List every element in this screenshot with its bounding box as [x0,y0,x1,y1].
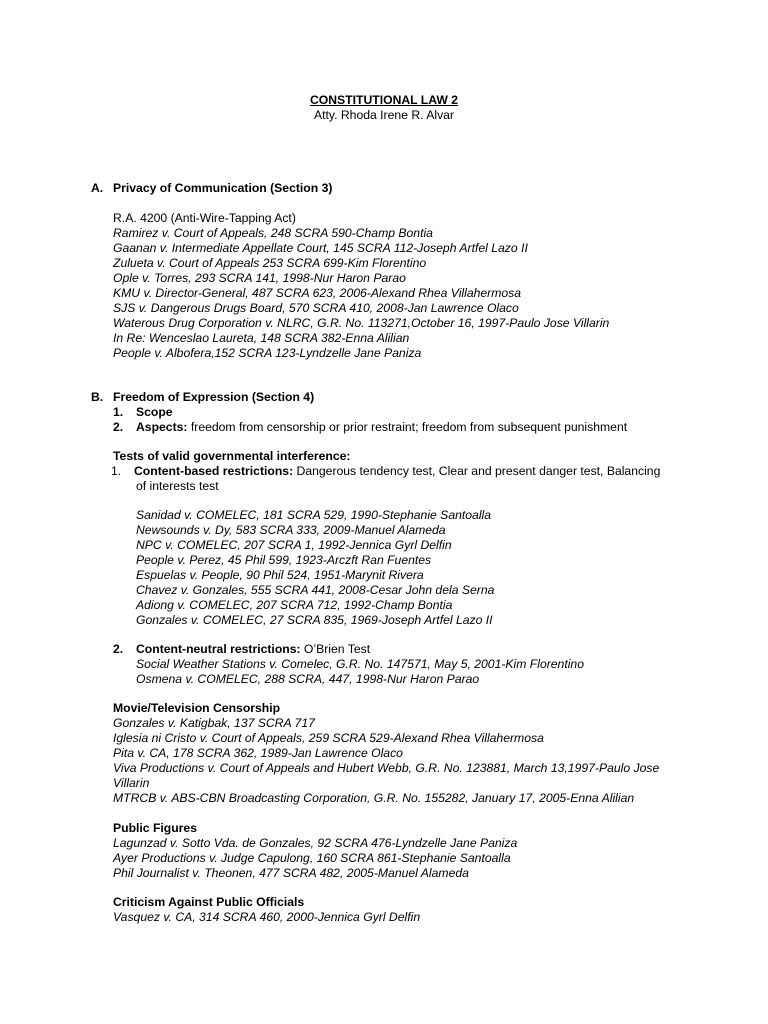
case-citation: Gonzales v. COMELEC, 27 SCRA 835, 1969-Joseph Artfel Lazo II [136,613,493,627]
content-based-cases [113,508,716,628]
case-citation: Sanidad v. COMELEC, 181 SCRA 529, 1990-Stephanie Santoalla [136,508,492,522]
document-author: Atty. Rhoda Irene R. Alvar [314,108,454,122]
section-a-title: Privacy of Communication (Section 3) [113,181,333,195]
case-citation: Waterous Drug Corporation v. NLRC, G.R. No. 113271,October 16, 1997-Paulo Jose Villarin [113,316,610,330]
section-b-title: Freedom of Expression (Section 4) [113,390,315,404]
case-citation: MTRCB v. ABS-CBN Broadcasting Corporation, G.R. No. 155282, January 17, 2005-Enna Alilian [113,791,635,805]
case-citation-cont: Villarin [113,776,150,790]
case-citation: Zulueta v. Court of Appeals 253 SCRA 699-Kim Florentino [113,256,427,270]
aspects-item: 2. Aspects: freedom from censorship or prior restraint; freedom from subsequent punishment [113,420,628,434]
case-citation: Phil Journalist v. Theonen, 477 SCRA 482, 2005-Manuel Alameda [113,866,469,880]
case-citation: People v. Perez, 45 Phil 599, 1923-Arczft Ran Fuentes [136,553,432,567]
case-citation: SJS v. Dangerous Drugs Board, 570 SCRA 410, 2008-Jan Lawrence Olaco [113,301,519,315]
case-citation: Viva Productions v. Court of Appeals and Hubert Webb, G.R. No. 123881, March 13,1997-Paulo Jose [113,761,660,775]
movie-censorship-heading: Movie/Television Censorship [113,701,281,715]
case-citation: Gonzales v. Katigbak, 137 SCRA 717 [113,716,315,730]
criticism-heading: Criticism Against Public Officials [113,895,305,909]
case-citation: Newsounds v. Dy, 583 SCRA 333, 2009-Manuel Alameda [136,523,446,537]
case-citation: Lagunzad v. Sotto Vda. de Gonzales, 92 SCRA 476-Lyndzelle Jane Paniza [113,836,518,850]
content-neutral-item: 2. Content-neutral restrictions: O’Brien Test [113,642,371,656]
case-citation: Adiong v. COMELEC, 207 SCRA 712, 1992-Champ Bontia [136,598,453,612]
content-based-item-cont: of interests test [136,479,219,493]
document-title: CONSTITUTIONAL LAW 2 [309,93,459,107]
case-citation: NPC v. COMELEC, 207 SCRA 1, 1992-Jennica Gyrl Delfin [136,538,452,552]
case-citation: Social Weather Stations v. Comelec, G.R. No. 147571, May 5, 2001-Kim Florentino [136,657,584,671]
case-citation: Vasquez v. CA, 314 SCRA 460, 2000-Jennica Gyrl Delfin [113,910,421,924]
document-header [0,93,768,123]
case-citation: Osmena v. COMELEC, 288 SCRA, 447, 1998-Nur Haron Parao [136,672,480,686]
case-citation: In Re: Wenceslao Laureta, 148 SCRA 382-Enna Alilian [113,331,410,345]
case-citation: KMU v. Director-General, 487 SCRA 623, 2006-Alexand Rhea Villahermosa [113,286,522,300]
section-b-letter: B. [91,390,104,404]
scope-item: 1. Scope [113,405,173,419]
section-b-heading [91,390,314,405]
tests-block [113,449,693,494]
tests-heading: Tests of valid governmental interference: [113,449,351,463]
case-citation: Ramirez v. Court of Appeals, 248 SCRA 590-Champ Bontia [113,226,433,240]
content-based-item: 1. Content-based restrictions: Dangerous tendency test, Clear and present danger test, Balancing [111,464,661,478]
case-citation: Gaanan v. Intermediate Appellate Court, 145 SCRA 112-Joseph Artfel Lazo II [113,241,528,255]
section-b-items [113,405,693,435]
movie-censorship-block [113,701,693,806]
public-figures-block [113,821,693,881]
case-citation: Ayer Productions v. Judge Capulong, 160 SCRA 861-Stephanie Santoalla [113,851,511,865]
public-figures-heading: Public Figures [113,821,197,835]
criticism-block [113,895,693,925]
section-a-heading [91,181,332,196]
case-citation: People v. Albofera,152 SCRA 123-Lyndzelle Jane Paniza [113,346,422,360]
case-citation: Espuelas v. People, 90 Phil 524, 1951-Marynit Rivera [136,568,424,582]
case-citation: Chavez v. Gonzales, 555 SCRA 441, 2008-Cesar John dela Serna [136,583,495,597]
statute-line: R.A. 4200 (Anti-Wire-Tapping Act) [113,211,296,225]
section-a-list [113,211,693,361]
case-citation: Ople v. Torres, 293 SCRA 141, 1998-Nur Haron Parao [113,271,406,285]
case-citation: Pita v. CA, 178 SCRA 362, 1989-Jan Lawrence Olaco [113,746,403,760]
case-citation: Iglesia ni Cristo v. Court of Appeals, 259 SCRA 529-Alexand Rhea Villahermosa [113,731,544,745]
content-neutral-block [113,642,693,687]
section-a-letter: A. [91,181,104,195]
